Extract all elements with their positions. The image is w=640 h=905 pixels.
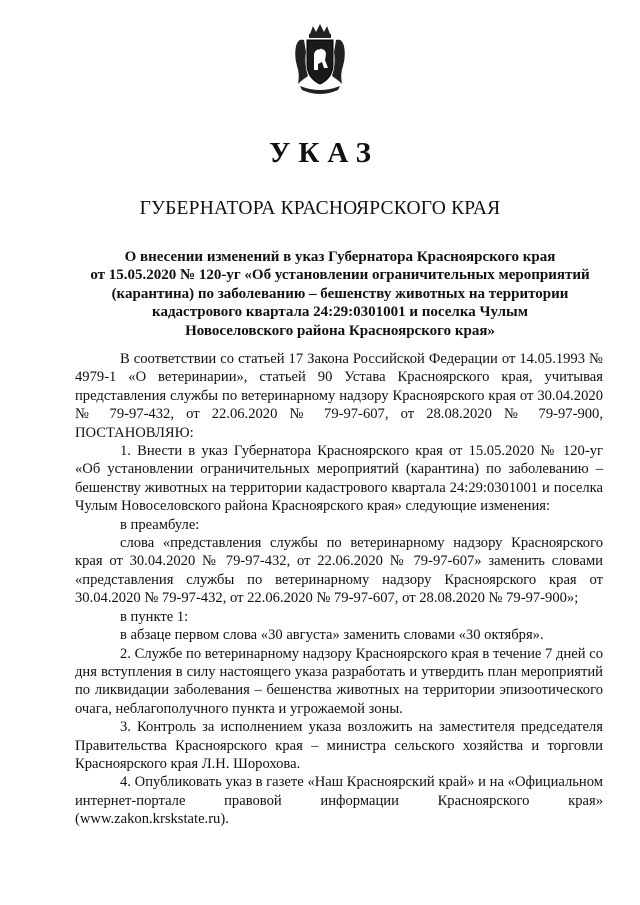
document-title: УКАЗ [269, 137, 379, 169]
paragraph-item-1: 1. Внести в указ Губернатора Красноярского края от 15.05.2020 № 120-уг «Об установлении ограничительных мероприятий (карантина) по заболеванию – бешенству животных на территории кадастрового квартала 24:29:0301001 и поселка Чулым Новоселовского района Красноярского края» следующие изменения: [75, 443, 603, 515]
heading-line: Новоселовского района Красноярского края» [185, 322, 495, 339]
paragraph-subitem: в пункте 1: [120, 608, 189, 625]
paragraph-subitem: слова «представления службы по ветеринарному надзору Красноярского края от 30.04.2020 № 79-97-432, от 22.06.2020 № 79-97-607» заменить словами «представления службы по ветеринарному надзору Красноярского края от 30.04.2020 № 79-97-432, от 22.06.2020 № 79-97-607, от 28.08.2020 № 79-97-900»; [75, 535, 603, 607]
document-heading [80, 248, 600, 340]
paragraph-item-2: 2. Службе по ветеринарному надзору Красноярского края в течение 7 дней со дня вступления в силу настоящего указа разработать и утвердить план мероприятий по ликвидации заболевания – бешенства животных на территории эпизоотического очага, неблагополучного пункта и угрожаемой зоны. [75, 645, 603, 717]
document-subtitle: ГУБЕРНАТОРА КРАСНОЯРСКОГО КРАЯ [139, 198, 501, 219]
paragraph-subitem: в преамбуле: [120, 516, 200, 533]
paragraph-item-4: 4. Опубликовать указ в газете «Наш Красноярский край» и на «Официальном интернет-портале правовой информации Красноярского края» (www.zakon.krskstate.ru). [75, 774, 603, 828]
document-body [75, 350, 603, 829]
heading-line: кадастрового квартала 24:29:0301001 и поселка Чулым [152, 304, 528, 321]
paragraph-subitem: в абзаце первом слова «30 августа» заменить словами «30 октября». [120, 627, 544, 644]
heading-line: (карантина) по заболеванию – бешенству животных на территории [111, 285, 569, 302]
paragraph-item-3: 3. Контроль за исполнением указа возложить на заместителя председателя Правительства Красноярского края – министра сельского хозяйства и торговли Красноярского края Л.Н. Шорохова. [75, 719, 603, 772]
heading-line: О внесении изменений в указ Губернатора Красноярского края [124, 249, 556, 265]
paragraph-preamble: В соответствии со статьей 17 Закона Российской Федерации от 14.05.1993 № 4979-1 «О ветеринарии», статьей 90 Устава Красноярского края, учитывая представления службы по ветеринарному надзору Красноярского края от 30.04.2020 № 79-97-432, от 22.06.2020 № 79-97-607, от 28.08.2020 № 79-97-900, ПОСТАНОВЛЯЮ: [75, 351, 603, 441]
heading-line: от 15.05.2020 № 120-уг «Об установлении ограничительных мероприятий [90, 267, 590, 284]
coat-of-arms-emblem [294, 24, 346, 96]
